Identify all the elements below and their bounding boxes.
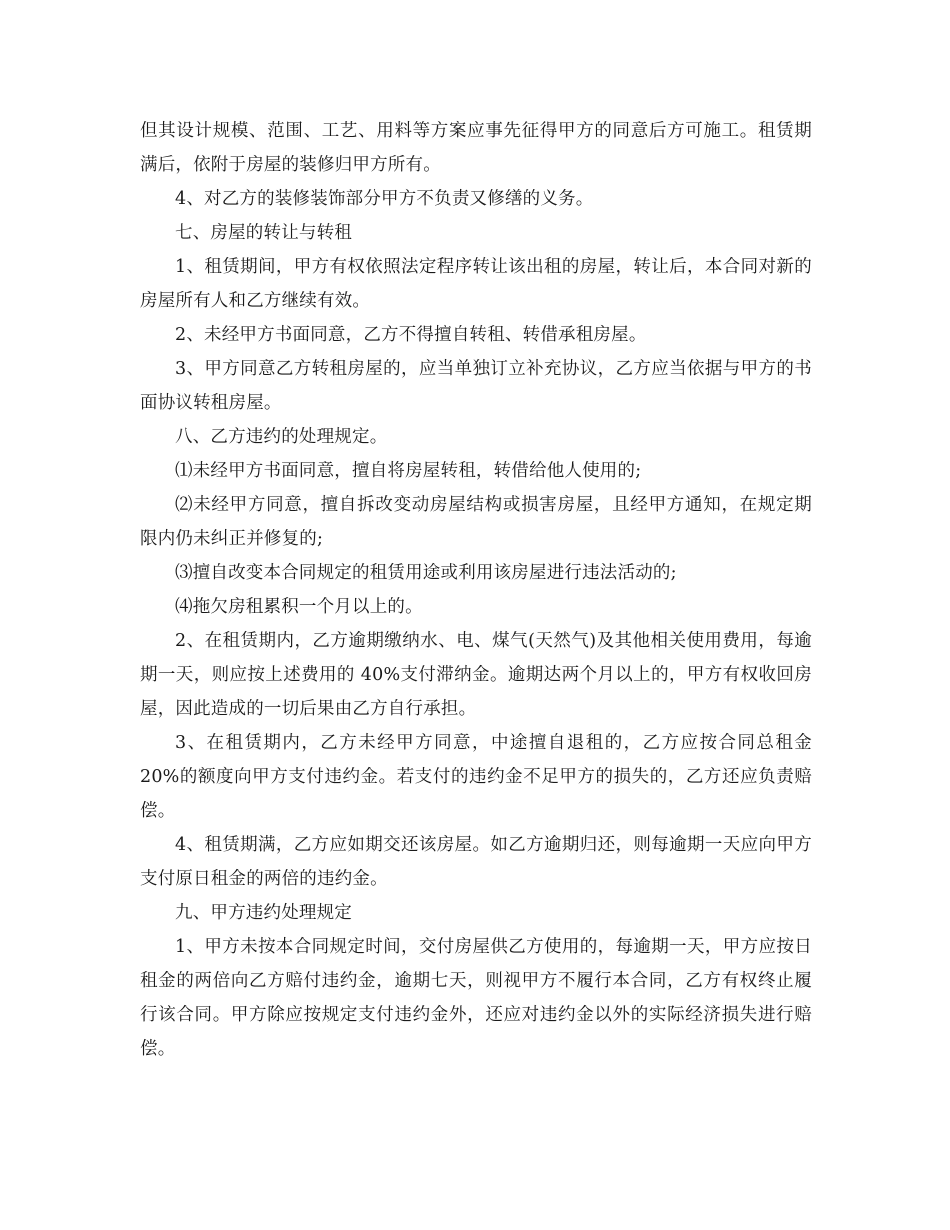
- paragraph-late-fees: 2、在租赁期内，乙方逾期缴纳水、电、煤气(天然气)及其他相关使用费用，每逾期一天，则应按上述费用的 40%支付滞纳金。逾期达两个月以上的，甲方有权收回房屋，因此造成的一切后果由乙方自行承担。: [140, 631, 812, 719]
- section-heading-8: 八、乙方违约的处理规定。: [175, 427, 388, 447]
- document-body: [140, 114, 812, 1066]
- breach-item-1: ⑴未经甲方书面同意，擅自将房屋转租，转借给他人使用的;: [175, 461, 642, 481]
- paragraph-transfer-2: 2、未经甲方书面同意，乙方不得擅自转租、转借承租房屋。: [175, 325, 647, 345]
- paragraph-transfer-3: 3、甲方同意乙方转租房屋的，应当单独订立补充协议，乙方应当依据与甲方的书面协议转租房屋。: [140, 359, 812, 413]
- paragraph-continuation: 但其设计规模、范围、工艺、用料等方案应事先征得甲方的同意后方可施工。租赁期满后，依附于房屋的装修归甲方所有。: [140, 121, 812, 175]
- paragraph-landlord-breach: 1、甲方未按本合同规定时间，交付房屋供乙方使用的，每逾期一天，甲方应按日租金的两倍向乙方赔付违约金，逾期七天，则视甲方不履行本合同，乙方有权终止履行该合同。甲方除应按规定支付违约金外，还应对违约金以外的实际经济损失进行赔偿。: [140, 937, 812, 1059]
- breach-item-2: ⑵未经甲方同意，擅自拆改变动房屋结构或损害房屋，且经甲方通知，在规定期限内仍未纠正并修复的;: [140, 495, 812, 549]
- paragraph-item-4-decoration: 4、对乙方的装修装饰部分甲方不负责又修缮的义务。: [175, 189, 594, 209]
- breach-item-3: ⑶擅自改变本合同规定的租赁用途或利用该房屋进行违法活动的;: [175, 563, 677, 583]
- breach-item-4: ⑷拖欠房租累积一个月以上的。: [175, 597, 423, 617]
- paragraph-transfer-1: 1、租赁期间，甲方有权依照法定程序转让该出租的房屋，转让后，本合同对新的房屋所有人和乙方继续有效。: [140, 257, 812, 311]
- section-heading-7: 七、房屋的转让与转租: [175, 223, 352, 243]
- paragraph-early-termination: 3、在租赁期内，乙方未经甲方同意，中途擅自退租的，乙方应按合同总租金 20%的额度向甲方支付违约金。若支付的违约金不足甲方的损失的，乙方还应负责赔偿。: [140, 733, 812, 821]
- paragraph-lease-expiry: 4、租赁期满，乙方应如期交还该房屋。如乙方逾期归还，则每逾期一天应向甲方支付原日租金的两倍的违约金。: [140, 835, 812, 889]
- section-heading-9: 九、甲方违约处理规定: [175, 903, 352, 923]
